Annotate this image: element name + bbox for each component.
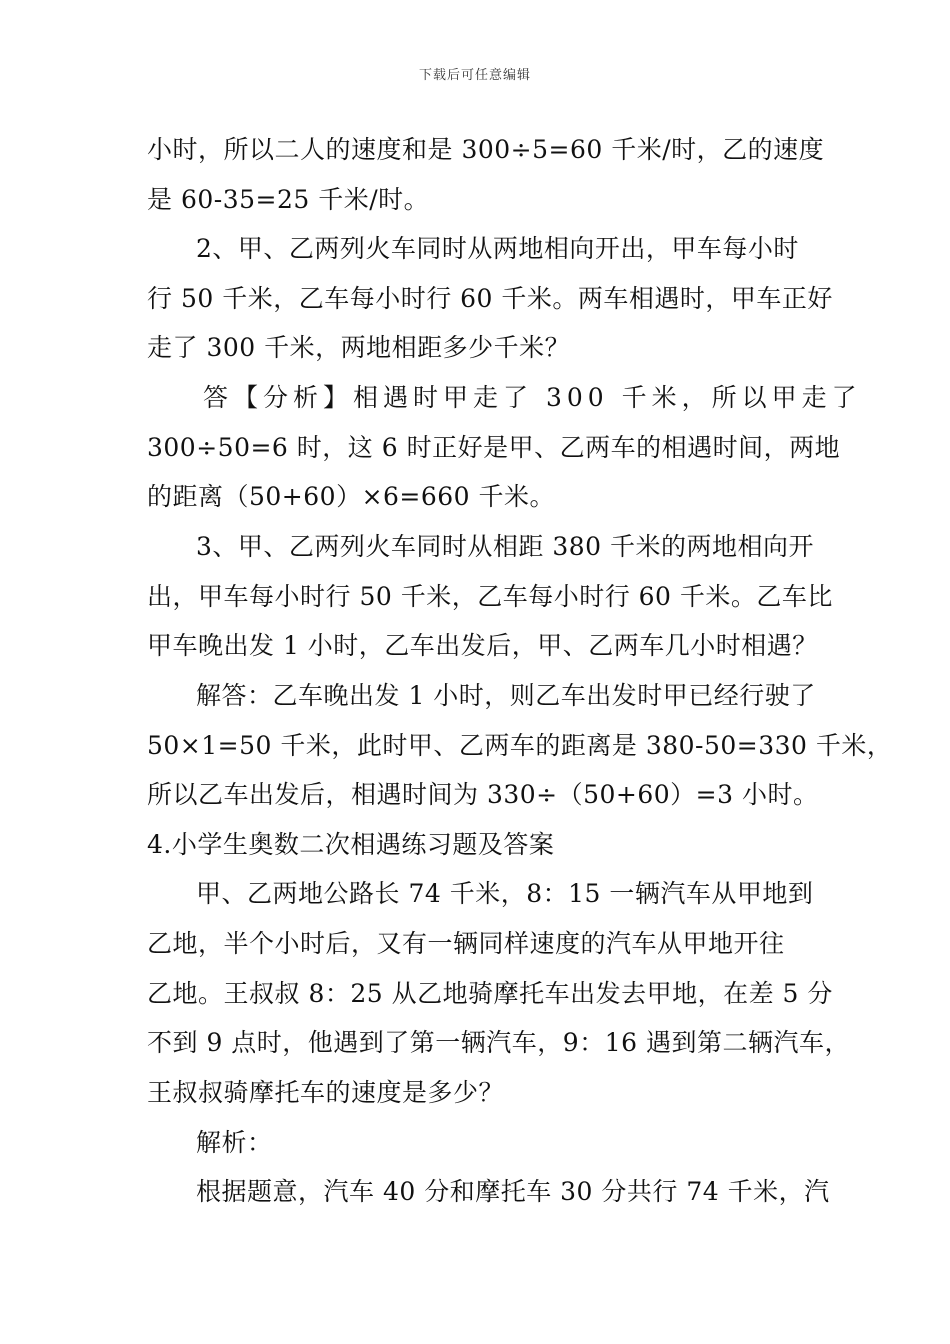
text-line: 走了 300 千米，两地相距多少千米？ <box>147 333 571 362</box>
text-line: 甲、乙两地公路长 74 千米，8：15 一辆汽车从甲地到 <box>196 879 814 908</box>
text-line: 行 50 千米，乙车每小时行 60 千米。两车相遇时，甲车正好 <box>147 284 833 313</box>
section-heading: 4.小学生奥数二次相遇练习题及答案 <box>147 830 555 859</box>
text-line: 解析： <box>196 1128 273 1157</box>
text-line: 乙地。王叔叔 8：25 从乙地骑摩托车出发去甲地，在差 5 分 <box>147 979 833 1008</box>
text-line: 50×1=50 千米，此时甲、乙两车的距离是 380-50=330 千米， <box>147 731 893 760</box>
text-line: 不到 9 点时，他遇到了第一辆汽车，9：16 遇到第二辆汽车， <box>147 1028 850 1057</box>
text-line: 所以乙车出发后，相遇时间为 330÷（50+60）=3 小时。 <box>147 780 819 809</box>
text-line: 王叔叔骑摩托车的速度是多少？ <box>147 1078 505 1107</box>
text-line: 解答：乙车晚出发 1 小时，则乙车出发时甲已经行驶了 <box>196 681 816 710</box>
text-line: 的距离（50+60）×6=660 千米。 <box>147 482 556 511</box>
text-line: 乙地，半个小时后，又有一辆同样速度的汽车从甲地开往 <box>147 929 785 958</box>
text-line: 答【分析】相遇时甲走了 300 千米，所以甲走了 <box>203 383 862 412</box>
text-line: 300÷50=6 时，这 6 时正好是甲、乙两车的相遇时间，两地 <box>147 433 841 462</box>
text-line: 2、甲、乙两列火车同时从两地相向开出，甲车每小时 <box>196 234 799 263</box>
text-line: 出，甲车每小时行 50 千米，乙车每小时行 60 千米。乙车比 <box>147 582 833 611</box>
text-line: 甲车晚出发 1 小时，乙车出发后，甲、乙两车几小时相遇？ <box>147 631 818 660</box>
text-line: 3、甲、乙两列火车同时从相距 380 千米的两地相向开 <box>196 532 815 561</box>
text-line: 小时，所以二人的速度和是 300÷5=60 千米/时，乙的速度 <box>147 135 825 164</box>
text-line: 根据题意，汽车 40 分和摩托车 30 分共行 74 千米，汽 <box>196 1177 830 1206</box>
page-header: 下载后可任意编辑 <box>418 68 531 83</box>
text-line: 是 60-35=25 千米/时。 <box>147 185 430 214</box>
